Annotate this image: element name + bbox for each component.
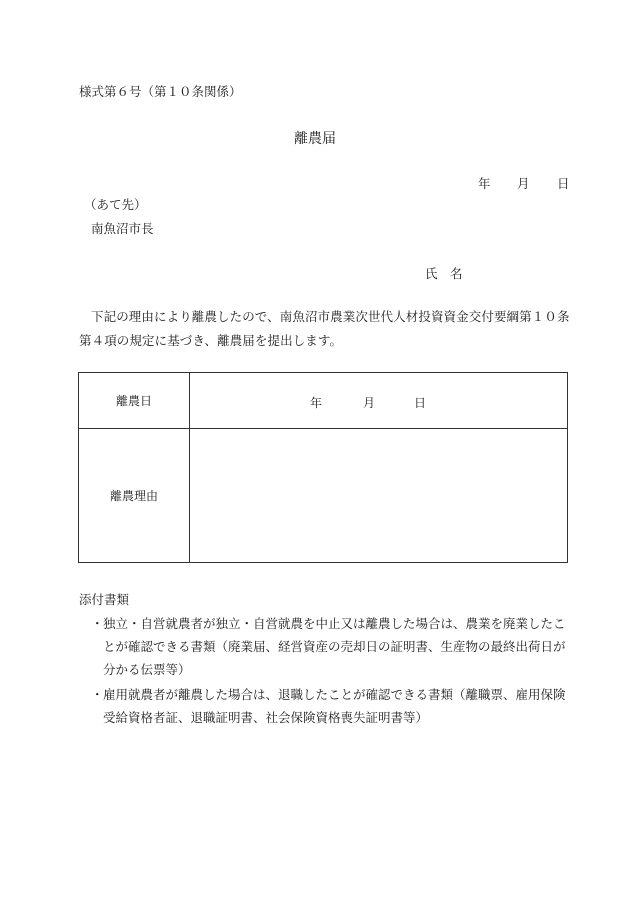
attachment-item-text: 独立・自営就農者が独立・自営就農を中止又は離農した場合は、農業を廃業したことが確認できる書類（廃業届、経営資産の売却日の証明書、生産物の最終出荷日が分かる伝票等） — [103, 616, 566, 677]
list-item — [91, 612, 575, 681]
attachment-item-text: 雇用就農者が離農した場合は、退職したことが確認できる書類（離職票、雇用保険受給資格者証、退職証明書、社会保険資格喪失証明書等） — [103, 687, 566, 725]
addressee-recipient: 南魚沼市長 — [91, 221, 154, 236]
bullet-marker: ・ — [91, 687, 104, 702]
exit-reason-field[interactable] — [190, 429, 568, 563]
date-day-label: 日 — [557, 176, 570, 191]
document-title: 離農届 — [294, 131, 336, 147]
submission-date-line — [0, 174, 630, 190]
exit-reason-label: 離農理由 — [79, 429, 190, 563]
applicant-name-label: 氏 名 — [425, 266, 463, 281]
bullet-marker: ・ — [91, 616, 104, 631]
exit-date-field[interactable] — [190, 373, 568, 429]
date-year-label: 年 — [478, 176, 491, 191]
applicant-name-line — [0, 264, 630, 280]
attachments-list — [91, 612, 575, 731]
exit-date-day: 日 — [414, 396, 427, 410]
form-row-reason — [79, 429, 568, 563]
date-month-label: 月 — [517, 176, 530, 191]
addressee-label: （あて先） — [84, 197, 147, 212]
body-paragraph: 下記の理由により離農したので、南魚沼市農業次世代人材投資資金交付要綱第１０条第４項の規定に基づき、離農届を提出します。 — [79, 309, 570, 348]
form-row-date — [79, 373, 568, 429]
farm-exit-form-table — [78, 372, 568, 563]
exit-date-label: 離農日 — [79, 373, 190, 429]
exit-date-year: 年 — [310, 396, 323, 410]
form-number: 様式第６号（第１０条関係） — [79, 84, 242, 99]
exit-date-month: 月 — [363, 396, 376, 410]
attachments-title: 添付書類 — [79, 592, 130, 607]
list-item — [91, 683, 575, 729]
